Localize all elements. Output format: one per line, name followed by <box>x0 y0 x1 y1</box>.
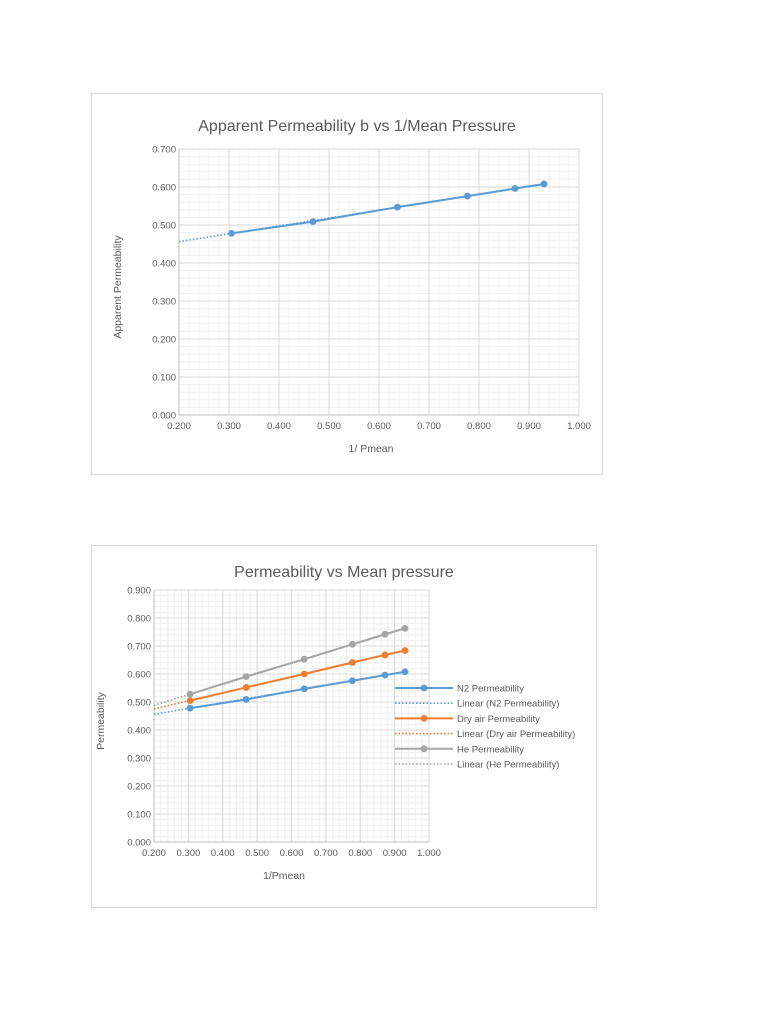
data-point <box>512 185 519 192</box>
data-point <box>187 691 194 698</box>
y-tick-label: 0.900 <box>127 585 151 597</box>
data-point <box>382 631 389 638</box>
chart-1-y-axis-label: Apparent Permeability <box>112 235 124 339</box>
data-point <box>464 193 471 200</box>
data-point <box>301 685 308 692</box>
data-point <box>394 204 401 211</box>
x-tick-label: 0.500 <box>317 421 341 432</box>
chart-1 <box>92 94 602 474</box>
y-tick-label: 0.000 <box>127 837 151 849</box>
legend-swatch-marker <box>421 745 428 752</box>
legend-label: He Permeability <box>457 744 525 756</box>
y-tick-label: 0.000 <box>152 410 176 422</box>
legend-label: Linear (N2 Permeability) <box>457 698 560 710</box>
x-tick-label: 0.800 <box>348 848 373 859</box>
data-point <box>349 677 356 684</box>
data-point <box>301 656 308 663</box>
legend-label: N2 Permeability <box>457 683 525 695</box>
x-tick-label: 0.400 <box>267 421 291 432</box>
data-point <box>382 652 389 659</box>
y-tick-label: 0.300 <box>152 296 176 308</box>
chart-2-y-axis-label: Permeability <box>95 692 107 750</box>
data-point <box>349 641 356 648</box>
y-tick-label: 0.100 <box>152 372 176 384</box>
x-tick-label: 0.600 <box>279 848 304 859</box>
x-tick-label: 0.500 <box>245 848 270 859</box>
data-point <box>301 671 308 678</box>
y-tick-label: 0.800 <box>127 613 151 625</box>
data-point <box>187 705 194 712</box>
legend-label: Dry air Permeability <box>457 713 540 725</box>
data-point <box>349 659 356 666</box>
x-tick-label: 1.000 <box>567 421 591 432</box>
y-tick-label: 0.600 <box>127 669 151 681</box>
legend-swatch-marker <box>421 715 428 722</box>
x-tick-label: 0.200 <box>167 421 191 432</box>
y-tick-label: 0.200 <box>152 334 176 346</box>
data-point <box>243 696 250 703</box>
x-tick-label: 0.600 <box>367 421 391 432</box>
data-point <box>402 668 409 675</box>
chart-1-frame <box>91 93 603 475</box>
chart-1-series <box>228 181 547 237</box>
x-tick-label: 0.900 <box>382 848 407 859</box>
legend-label: Linear (Dry air Permeability) <box>457 729 576 741</box>
chart-2-gridlines <box>154 590 429 842</box>
data-point <box>402 625 409 632</box>
chart-2-frame <box>91 545 597 908</box>
y-tick-label: 0.300 <box>127 753 151 765</box>
data-point <box>243 684 250 691</box>
data-point <box>228 230 235 237</box>
data-point <box>310 218 317 225</box>
chart-2-x-axis-label: 1/Pmean <box>262 870 306 882</box>
chart-2 <box>92 546 596 907</box>
y-tick-label: 0.100 <box>127 809 151 821</box>
x-tick-label: 0.700 <box>417 421 441 432</box>
x-tick-label: 0.300 <box>176 848 201 859</box>
data-point <box>382 672 389 679</box>
y-tick-label: 0.600 <box>152 182 176 194</box>
legend-label: Linear (He Permeability) <box>457 759 560 771</box>
y-tick-label: 0.700 <box>127 641 151 653</box>
x-tick-label: 0.800 <box>467 421 491 432</box>
data-point <box>243 673 250 680</box>
y-tick-label: 0.200 <box>127 781 151 793</box>
x-tick-label: 0.300 <box>217 421 241 432</box>
y-tick-label: 0.400 <box>127 725 151 737</box>
data-point <box>541 181 548 188</box>
data-point <box>187 697 194 704</box>
chart-1-title: Apparent Permeability b vs 1/Mean Pressure <box>198 118 516 135</box>
x-tick-label: 0.400 <box>210 848 235 859</box>
x-tick-label: 0.900 <box>517 421 541 432</box>
y-tick-label: 0.500 <box>152 220 176 232</box>
data-point <box>402 647 409 654</box>
legend-swatch-marker <box>421 685 428 692</box>
y-tick-label: 0.500 <box>127 697 151 709</box>
series-line-1 <box>232 184 545 233</box>
x-tick-label: 0.200 <box>142 848 166 859</box>
chart-2-title: Permeability vs Mean pressure <box>234 564 454 581</box>
y-tick-label: 0.400 <box>152 258 176 270</box>
y-tick-label: 0.700 <box>152 144 176 156</box>
chart-1-x-axis-label: 1/ Pmean <box>348 443 394 455</box>
x-tick-label: 1.000 <box>417 848 441 859</box>
x-tick-label: 0.700 <box>313 848 338 859</box>
